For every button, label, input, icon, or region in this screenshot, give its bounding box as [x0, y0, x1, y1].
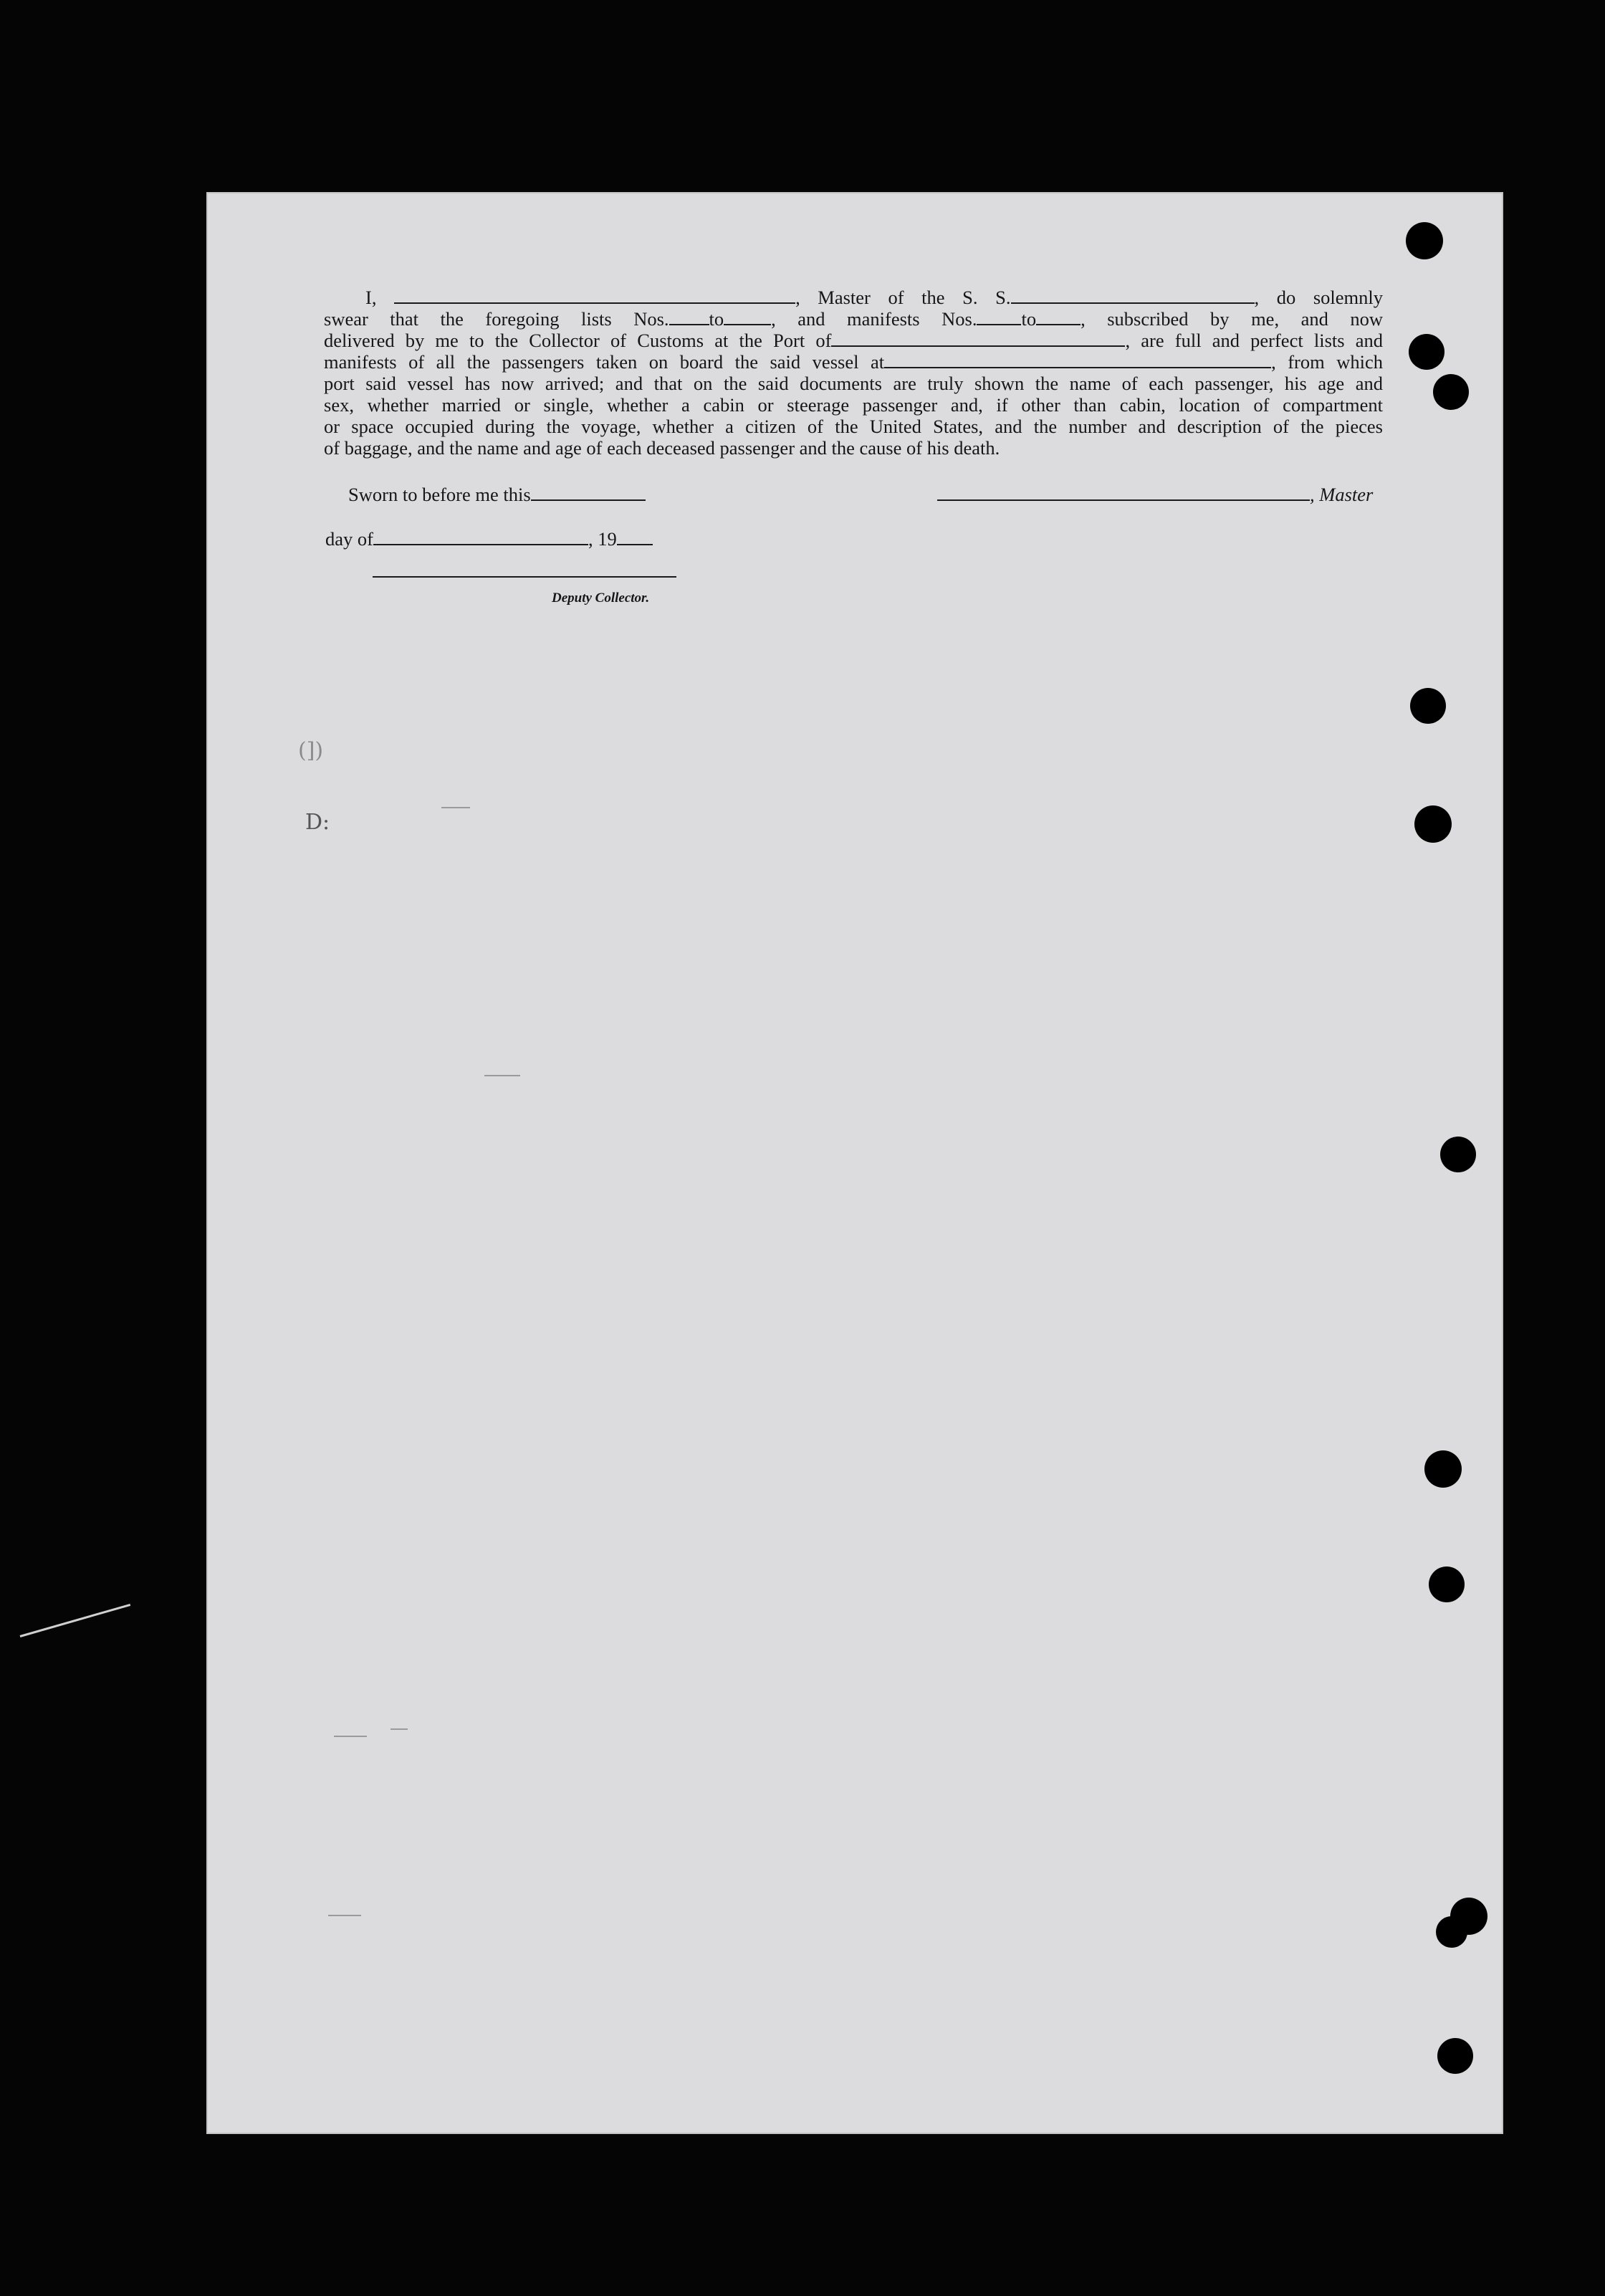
sworn-row	[348, 484, 646, 506]
oath-line-4	[324, 351, 1383, 373]
month-blank[interactable]	[373, 530, 588, 545]
oath-line-8: of baggage, and the name and age of each deceased passenger and the cause of his death.	[324, 437, 1000, 459]
oath-text: , do solemnly	[1254, 287, 1384, 308]
oath-line-6: sex, whether married or single, whether a cabin or steerage passenger and, if other than cabin, location of compartment	[324, 394, 1383, 416]
port-blank[interactable]	[831, 331, 1125, 347]
sworn-date-blank[interactable]	[531, 485, 646, 501]
oath-text: I,	[365, 287, 377, 308]
oath-block	[324, 287, 1383, 459]
punch-hole	[1440, 1137, 1476, 1172]
departure-port-blank[interactable]	[884, 353, 1271, 368]
oath-line-5: port said vessel has now arrived; and that on the said documents are truly shown the name of each passenger, his age and	[324, 373, 1383, 394]
year-label: , 19	[588, 528, 617, 550]
lists-to-blank[interactable]	[724, 310, 771, 325]
ship-name-blank[interactable]	[1011, 288, 1255, 304]
oath-text: delivered by me to the Collector of Customs at the Port of	[324, 330, 832, 351]
oath-line-2	[324, 308, 1383, 330]
margin-scratch	[20, 1604, 131, 1637]
punch-hole	[1429, 1566, 1465, 1602]
punch-hole	[1437, 2038, 1473, 2074]
deputy-signature-line[interactable]	[373, 576, 676, 578]
deputy-collector-label: Deputy Collector.	[552, 590, 650, 606]
master-label: , Master	[1310, 484, 1374, 505]
scratch-mark	[328, 1915, 361, 1916]
year-blank[interactable]	[617, 530, 653, 545]
faint-mark: (])	[298, 738, 324, 763]
oath-line-3	[324, 330, 1383, 351]
scratch-mark	[391, 1728, 408, 1730]
oath-line-7: or space occupied during the voyage, whether a citizen of the United States, and the number and description of the pieces	[324, 416, 1383, 437]
master-signature-blank[interactable]	[937, 485, 1310, 501]
oath-text: , and manifests Nos.	[771, 308, 977, 330]
punch-hole	[1409, 334, 1444, 370]
faint-mark: D:	[305, 810, 330, 835]
oath-text: , from which	[1271, 351, 1383, 373]
scratch-mark	[484, 1075, 520, 1076]
punch-hole	[1406, 222, 1443, 259]
oath-line-1	[324, 287, 1383, 308]
punch-hole	[1410, 688, 1446, 724]
oath-text: to	[1021, 308, 1037, 330]
oath-text: , subscribed by me, and now	[1081, 308, 1383, 330]
oath-text: , Master of the S. S.	[795, 287, 1011, 308]
day-of-label: day of	[325, 528, 373, 550]
oath-text: manifests of all the passengers taken on board the said vessel at	[324, 351, 885, 373]
scratch-mark	[441, 807, 470, 808]
punch-hole	[1433, 374, 1469, 410]
scratch-mark	[334, 1736, 367, 1737]
oath-text: swear that the foregoing lists Nos.	[324, 308, 669, 330]
lists-from-blank[interactable]	[669, 310, 709, 325]
manifests-to-blank[interactable]	[1036, 310, 1081, 325]
punch-hole	[1424, 1450, 1462, 1488]
master-name-blank[interactable]	[394, 288, 795, 304]
master-signature-row	[937, 484, 1373, 506]
manifests-from-blank[interactable]	[977, 310, 1021, 325]
punch-hole	[1414, 805, 1452, 843]
punch-hole	[1436, 1916, 1467, 1948]
sworn-label: Sworn to before me this	[348, 484, 531, 505]
oath-text: to	[709, 308, 724, 330]
day-row	[325, 528, 653, 550]
oath-text: , are full and perfect lists and	[1125, 330, 1383, 351]
